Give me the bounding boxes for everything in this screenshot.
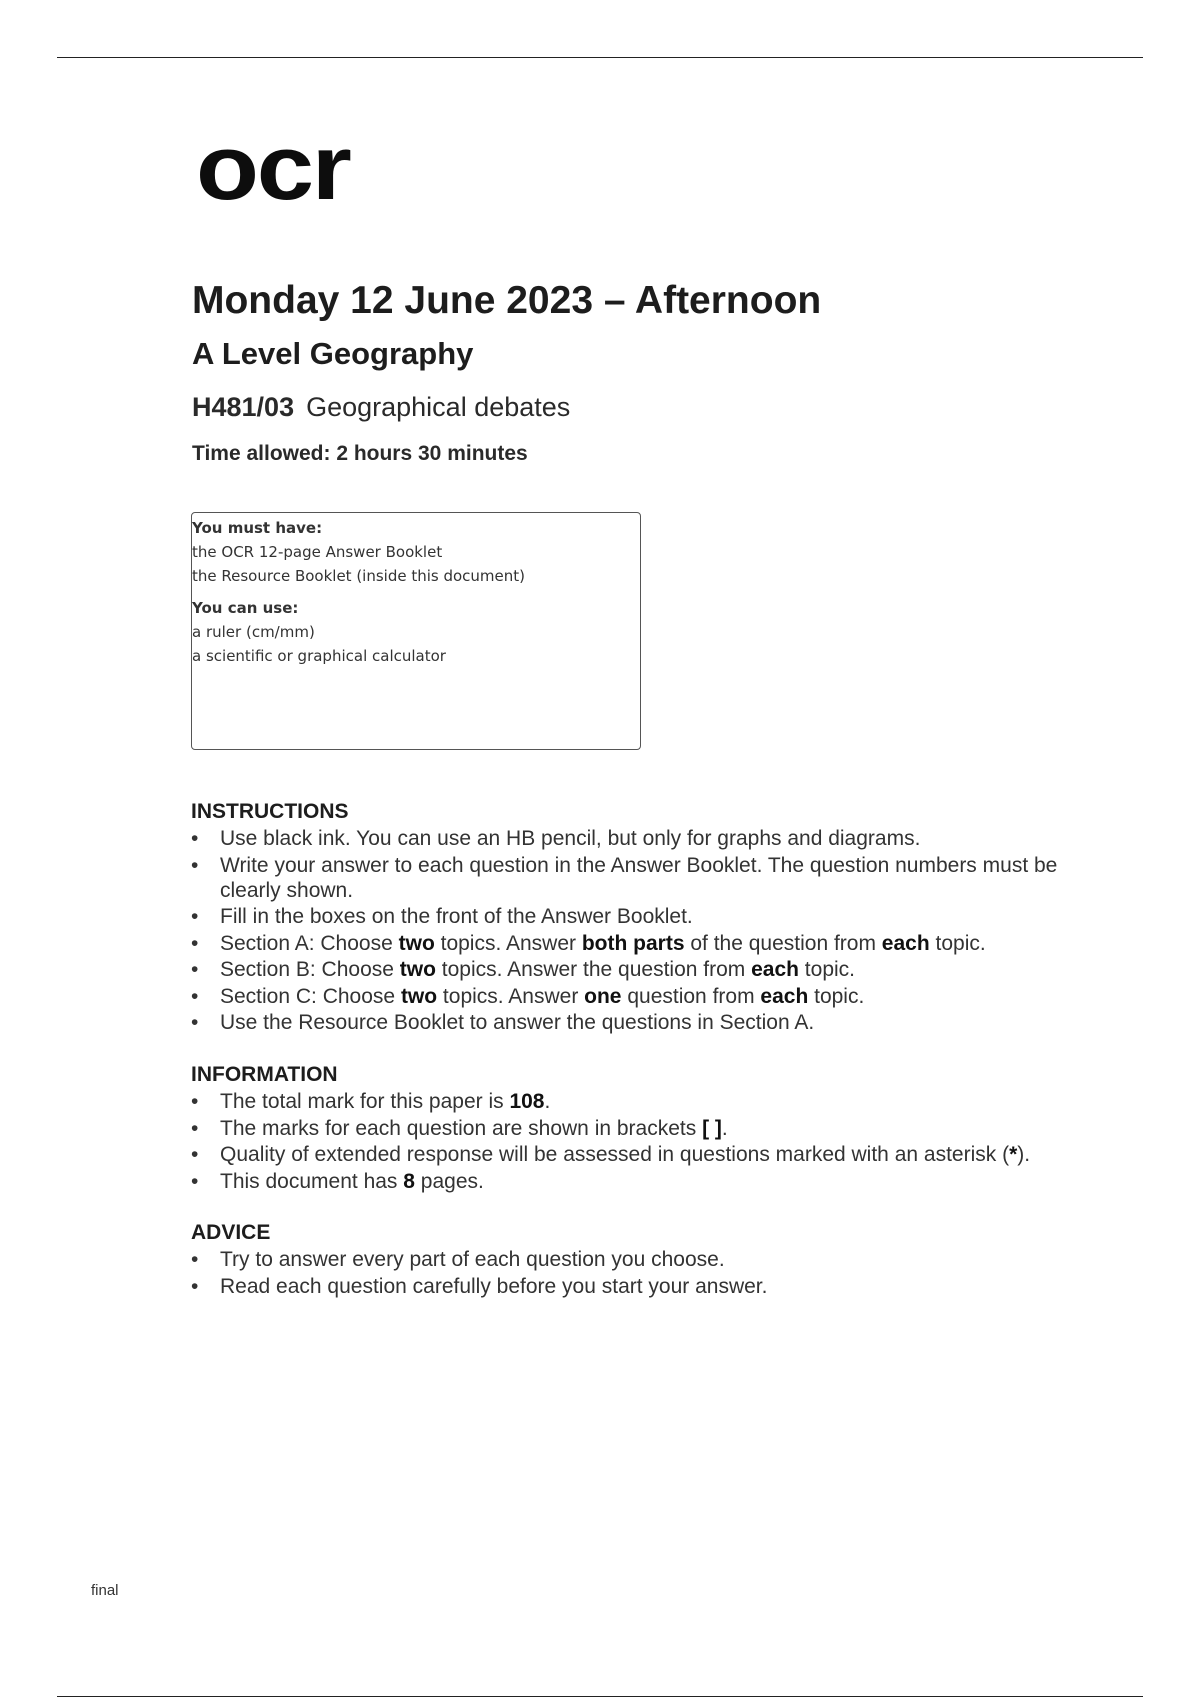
must-have-item: the Resource Booklet (inside this document) [192, 567, 526, 585]
must-have-item: the OCR 12-page Answer Booklet [192, 543, 443, 561]
instruction-item-section-c: • Section C: Choose two topics. Answer one question from each topic. [191, 984, 1091, 1009]
paper-code: H481/03 [192, 392, 295, 422]
advice-list [191, 1247, 1091, 1299]
info-item-pages: • This document has 8 pages. [191, 1169, 1141, 1194]
info-item-total-mark: • The total mark for this paper is 108. [191, 1089, 1141, 1114]
time-allowed: Time allowed: 2 hours 30 minutes [192, 442, 528, 465]
paper-line [192, 380, 821, 434]
must-have-heading: You must have: [192, 519, 323, 537]
advice-item: • Read each question carefully before you start your answer. [191, 1274, 1091, 1299]
subject-title: A Level Geography [192, 336, 474, 371]
instruction-item-section-a: • Section A: Choose two topics. Answer both parts of the question from each topic. [191, 931, 1091, 956]
requirements-box [191, 512, 641, 750]
exam-header [192, 274, 821, 474]
information-list [191, 1089, 1141, 1194]
footer-note: final [91, 1582, 119, 1599]
info-item-brackets: • The marks for each question are shown in brackets [ ]. [191, 1116, 1141, 1141]
instruction-item-section-b: • Section B: Choose two topics. Answer the question from each topic. [191, 957, 1091, 982]
advice-section [191, 1219, 1091, 1300]
instructions-heading: INSTRUCTIONS [191, 800, 349, 823]
can-use-item: a ruler (cm/mm) [192, 623, 315, 641]
information-section [191, 1061, 1141, 1195]
instruction-item: • Use black ink. You can use an HB pencil, but only for graphs and diagrams. [191, 826, 1091, 851]
instruction-item: • Write your answer to each question in the Answer Booklet. The question numbers must be clearly shown. [191, 853, 1091, 903]
ocr-logo: ocr [196, 117, 350, 219]
instructions-list [191, 826, 1091, 1035]
instructions-section [191, 798, 1091, 1037]
paper-name: Geographical debates [306, 392, 571, 422]
information-heading: INFORMATION [191, 1063, 338, 1086]
top-rule [57, 57, 1143, 58]
info-item-asterisk: • Quality of extended response will be assessed in questions marked with an asterisk (*). [191, 1142, 1141, 1167]
exam-date-title: Monday 12 June 2023 – Afternoon [192, 279, 822, 322]
instruction-item: • Use the Resource Booklet to answer the questions in Section A. [191, 1010, 1091, 1035]
advice-heading: ADVICE [191, 1221, 271, 1244]
can-use-item: a scientific or graphical calculator [192, 647, 446, 665]
instruction-item: • Fill in the boxes on the front of the Answer Booklet. [191, 904, 1091, 929]
can-use-heading: You can use: [192, 599, 299, 617]
bottom-rule [57, 1696, 1143, 1697]
advice-item: • Try to answer every part of each question you choose. [191, 1247, 1091, 1272]
